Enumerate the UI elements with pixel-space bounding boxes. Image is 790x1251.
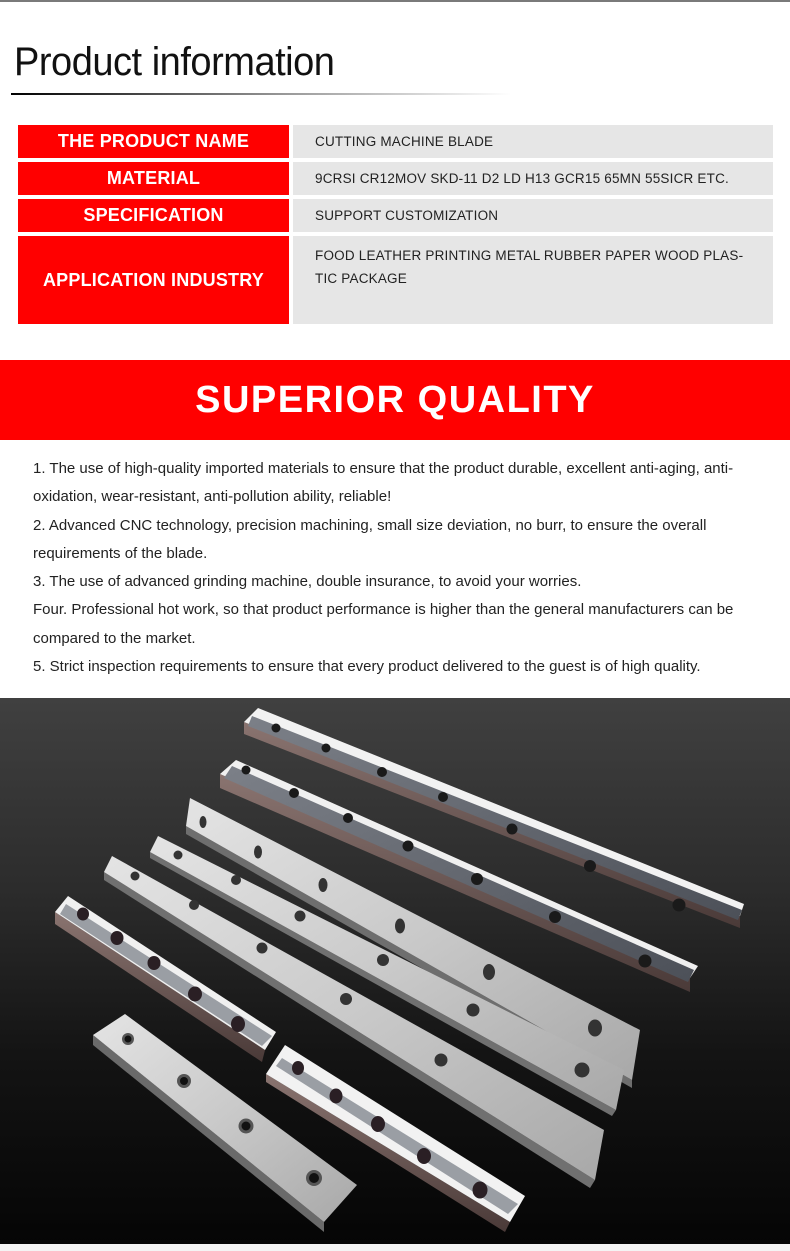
bottom-edge: [0, 1244, 790, 1251]
blade-f: [55, 896, 276, 1062]
feature-item: 1. The use of high-quality imported materials to ensure that the product durable, excellent anti-aging, anti-oxidation, wear-resistant, anti-pollution ability, reliable!: [33, 460, 734, 506]
table-row: [18, 125, 773, 158]
row-label: THE PRODUCT NAME: [18, 125, 289, 158]
table-row: [18, 199, 773, 232]
row-value: CUTTING MACHINE BLADE: [293, 125, 773, 158]
table-row: [18, 236, 773, 324]
feature-item: 5. Strict inspection requirements to ensure that every product delivered to the guest is of high quality.: [33, 658, 701, 676]
blade-g: [93, 1014, 357, 1232]
row-value: SUPPORT CUSTOMIZATION: [293, 199, 773, 232]
row-value: 9CRSI CR12MOV SKD-11 D2 LD H13 GCR15 65MN 55SICR ETC.: [293, 162, 773, 195]
row-value: FOOD LEATHER PRINTING METAL RUBBER PAPER WOOD PLAS-TIC PACKAGE: [293, 236, 773, 324]
quality-feature-list: [33, 455, 763, 681]
row-label: MATERIAL: [18, 162, 289, 195]
page-title: Product information: [14, 40, 335, 84]
blades-illustration: [0, 698, 790, 1244]
row-label: APPLICATION INDUSTRY: [18, 236, 289, 324]
superior-quality-banner: [0, 360, 790, 440]
banner-heading: SUPERIOR QUALITY: [195, 378, 595, 421]
blade-d: [150, 836, 624, 1116]
row-label: SPECIFICATION: [18, 199, 289, 232]
product-photo: [0, 698, 790, 1244]
feature-item: Four. Professional hot work, so that product performance is higher than the general manufacturers can be compared to the market.: [33, 601, 734, 647]
title-underline: [11, 93, 511, 95]
table-row: [18, 162, 773, 195]
top-divider: [0, 0, 790, 2]
feature-item: 2. Advanced CNC technology, precision machining, small size deviation, no burr, to ensure the overall requirements of the blade.: [33, 516, 707, 562]
feature-item: 3. The use of advanced grinding machine, double insurance, to avoid your worries.: [33, 573, 582, 591]
